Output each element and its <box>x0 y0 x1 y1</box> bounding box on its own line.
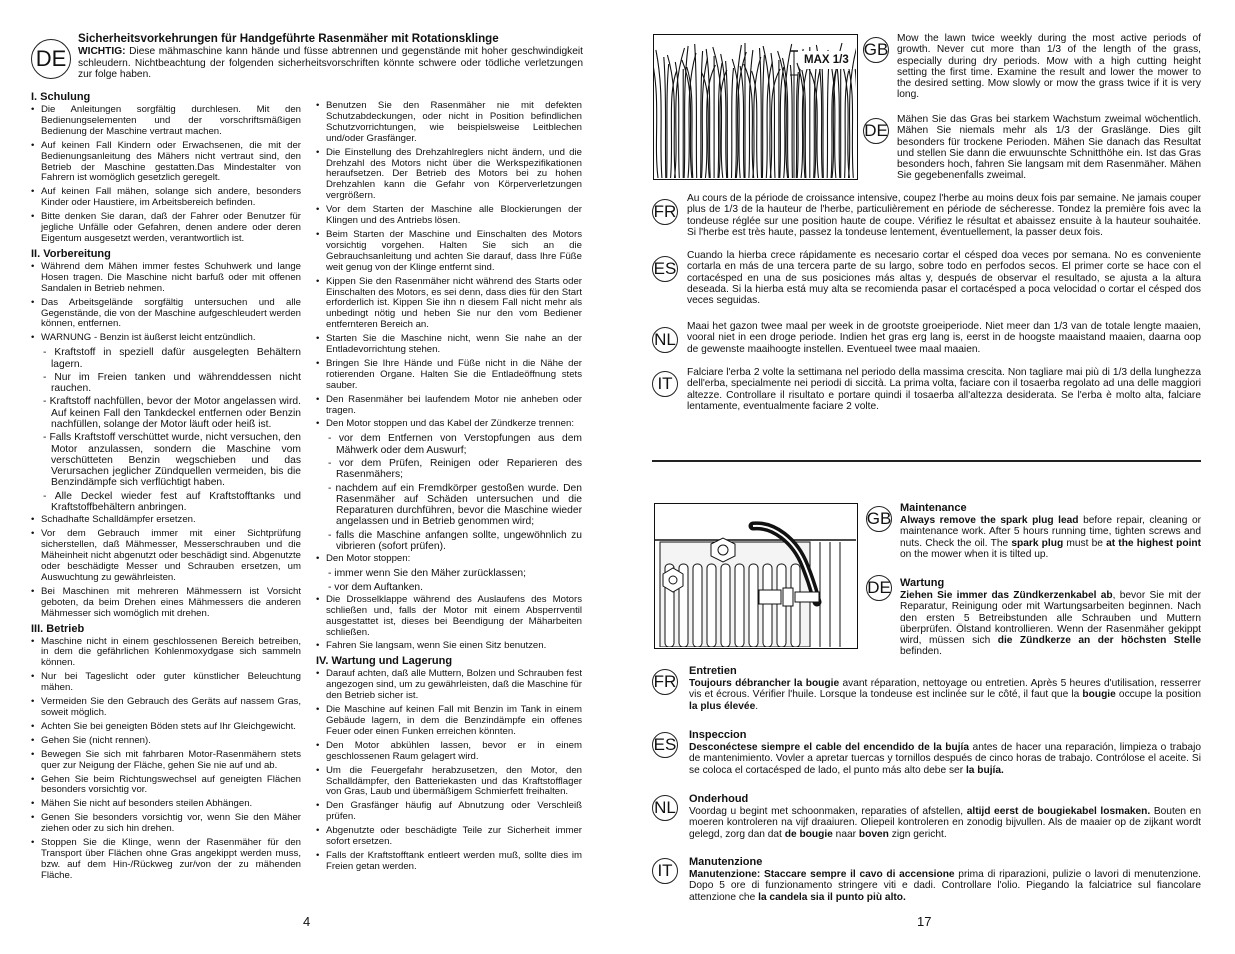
list-item: • Die Drosselklappe während des Auslaufens des Motors schließen und, falls der Motor mit einem Absperrventil ausgestattet ist, dieses bei Beendigung der Mäharbeiten schließen. <box>316 595 582 639</box>
list-item: • Schadhafte Schalldämpfer ersetzen. <box>31 515 301 526</box>
language-badge-de: DE <box>863 118 889 144</box>
maintenance-block-nl <box>689 793 1201 840</box>
list-item: • Achten Sie bei geneigten Böden stets auf Ihr Gleichgewicht. <box>31 722 301 733</box>
maintenance-heading: Entretien <box>689 665 737 677</box>
list-item: • Mähen Sie nicht auf besonders steilen Abhängen. <box>31 799 301 810</box>
text-run: Bouten en moeren kontroleren na vijf draaiuren. Oliepeil kontroleren en zonodig bijvullen. Als de maaier op de zijkant wordt gelegd, zorg dan dat <box>689 806 1201 840</box>
maintenance-heading: Onderhoud <box>689 793 749 805</box>
list-item: • Abgenutzte oder beschädigte Teile zur Sicherheit immer sofort ersetzen. <box>316 826 582 848</box>
text-run: before repair, cleaning or maintenance work. After 5 hours running time, tighten screws and nuts. Check the oil. The <box>900 515 1201 549</box>
left-column-2 <box>316 101 582 876</box>
list-item: • Die Anleitungen sorgfältig durchlesen. Mit den Bedienungselementen und der vorschriftsmäßigen Bedienung der Maschine vertraut machen. <box>31 105 301 138</box>
text-run: Voordag u begint met schoonmaken, reparaties of afstellen, <box>689 806 967 817</box>
list-item: • Den Motor stoppen und das Kabel der Zündkerze trennen: <box>316 419 582 430</box>
list-item: • Falls der Kraftstofftank entleert werden muß, sollte dies im Freien getan werden. <box>316 851 582 873</box>
warning-text: Diese mähmaschine kann hände und füsse abtrennen und gegenstände mit hoher geschwindigkeit schleudern. Nichtbeachtung der folgenden sicherheitsvorschriften könnte schwere oder tödliche verletzungen zur folge haben. <box>78 46 583 81</box>
maintenance-block-de <box>900 577 1201 658</box>
sub-list-item: - Alle Deckel wieder fest auf Kraftstofftanks und Kraftstoffbehältern anbringen. <box>43 490 301 514</box>
text-run: Desconéctese siempre el cable del encendido de la bujía <box>689 742 970 753</box>
text-run: die Zündkerze an der höchsten Stelle <box>997 635 1201 647</box>
sub-list-item: - Kraftstoff nachfüllen, bevor der Motor angelassen wird. Auf keinen Fall den Tankdeckel entfernen oder Benzin nachfüllen, solange der Motor läuft oder heiß ist. <box>43 396 301 430</box>
warning-paragraph <box>78 46 583 81</box>
list-betrieb-cont <box>316 101 582 430</box>
section-divider <box>652 460 1201 462</box>
list-item: • Vor dem Gebrauch immer mit einer Sichtprüfung sicherstellen, daß Mähmesser, Messerschrauben und die Mäheinheit nicht abgenutzt oder beschädigt sind. Abgenutzte oder beschädigte Messer und Schrauben ersetzen, um Auswuchtung zu gewährleisten. <box>31 529 301 584</box>
text-run: prima di riparazioni, pulizie o lavori di menutenzione. Dopo 5 ore di funzionamento stringere viti e dadi. Controllare l'olio. Piegando la falciatrice sul fiancolare attenzione che <box>689 869 1201 903</box>
maintenance-text <box>689 742 1201 776</box>
sub-list-item: - falls die Maschine anfangen sollte, ungewöhnlich zu vibrieren (sofort prüfen). <box>328 529 582 553</box>
maintenance-text <box>900 515 1201 560</box>
list-item: • Den Motor abkühlen lassen, bevor er in einem geschlossenen Raum gelagert wird. <box>316 741 582 763</box>
language-badge-fr: FR <box>652 199 678 225</box>
maintenance-heading: Wartung <box>900 577 945 589</box>
language-badge-gb: GB <box>866 506 892 532</box>
section-heading-wartung-lagerung: IV. Wartung und Lagerung <box>316 655 453 668</box>
text-run: zign gericht. <box>888 828 947 840</box>
list-item: • Die Maschine auf keinen Fall mit Benzin im Tank in einem Gebäude lagern, in dem die Benzindämpfe ein offenes Feuer oder einen Funken erreichen könnten. <box>316 705 582 738</box>
text-run: Toujours débrancher la bougie <box>689 678 840 689</box>
list-item: • Auf keinen Fall Kindern oder Erwachsenen, die mit der Bedienungsanleitung des Mähers nicht vertraut sind, den Betrieb der Maschine gestatten.Das Mindestalter von Fahrern ist womöglich gesetzlich geregelt. <box>31 141 301 185</box>
maintenance-block-it <box>689 856 1201 903</box>
language-badge-fr: FR <box>652 669 678 695</box>
sub-list-item: - Nur im Freien tanken und währenddessen nicht rauchen. <box>43 371 301 395</box>
warning-label: WICHTIG: <box>78 46 126 57</box>
list-betrieb-cont-b <box>316 554 582 565</box>
list-wartung-lagerung <box>316 669 582 872</box>
text-run: spark plug <box>1011 537 1064 549</box>
text-run: Manutenzione: Staccare sempre il cavo di accensione <box>689 869 955 880</box>
list-item: • Um die Feuergefahr herabzusetzen, den Motor, den Schalldämpfer, den Batteriekasten und das Kraftstofflager von Gras, Laub und übermäßigem Schmierfett freihalten. <box>316 766 582 799</box>
list-item: • Das Arbeitsgelände sorgfältig untersuchen und alle Gegenstände, die von der Maschine aufgeschleudert werden können, entfernen. <box>31 298 301 331</box>
maintenance-text <box>689 869 1201 903</box>
text-run: bougie <box>1082 689 1116 701</box>
language-badge-de: DE <box>31 39 71 79</box>
language-badge-nl: NL <box>652 327 678 353</box>
text-run: altijd eerst de bougiekabel losmaken. <box>966 806 1151 817</box>
language-badge-gb: GB <box>863 37 889 63</box>
list-item: • Bringen Sie Ihre Hände und Füße nicht in die Nähe der rotierenden Organe. Halten Sie die Entladeöffnung stets sauber. <box>316 359 582 392</box>
list-item: • Bitte denken Sie daran, daß der Fahrer oder Benutzer für jegliche Unfälle oder Gefahren, denen andere oder deren Eigentum ausgesetzt werden, verantwortlich ist. <box>31 212 301 245</box>
sublist-vorbereitung <box>31 347 301 513</box>
language-badge-it: IT <box>652 371 678 397</box>
list-item: • WARNUNG - Benzin ist äußerst leicht entzündlich. <box>31 333 301 344</box>
list-item: • Vor dem Starten der Maschine alle Blockierungen der Klingen und des Antriebs lösen. <box>316 205 582 227</box>
maintenance-heading: Maintenance <box>900 502 967 514</box>
text-run: , bevor Sie mit der Reparatur, Reinigung oder mit Wartungsarbeiten beginnen. Nach den ersten 5 Betreibstunden alle Schrauben und Muttern überprüfen. Ölstand kontrollieren. Wenn der Rasenmäher gekippt wird, müssen sich <box>900 590 1201 647</box>
list-item: • Während dem Mähen immer festes Schuhwerk und lange Hosen tragen. Die Maschine nicht barfuß oder mit offenen Sandalen in Betrieb nehmen. <box>31 262 301 295</box>
mowing-text-nl: Maai het gazon twee maal per week in de grootste groeiperiode. Niet meer dan 1/3 van de totale lengte maaien, vooral niet in een droge periode. Indien het gras erg lang is, eerst in de hoogste maaistand maaien, daarna oop de gewenste maaihoogte instellen. Eventueel twee maal maaien. <box>687 321 1201 355</box>
language-badge-es: ES <box>652 732 678 758</box>
sub-list-item: - Kraftstoff in speziell dafür ausgelegten Behältern lagern. <box>43 347 301 370</box>
list-item: • Kippen Sie den Rasenmäher nicht während des Starts oder Einschalten des Motors, es sei denn, dass dies für den Start erforderlich ist. Kippen Sie ihn n diesem Fall nicht mehr als unbedingt nötig und heben Sie nur den vom Bediener entfernteren Bereich an. <box>316 277 582 332</box>
language-badge-es: ES <box>652 256 678 282</box>
mowing-text-es: Cuando la hierba crece rápidamente es necesario cortar el césped doa veces por semana. No es conveniente cortarla en más de una tercera parte de su largo, sobre todo en perfodos secos. El primer corte se hace con el cortacésped en una de sus posiciones más altas y, después de observar el resultado, se ajusta a la altura deseada. Si la hierba está muy alta se recomienda pasar el cortacésped a poca velocidad o cortar el césped dos veces seguidas. <box>687 250 1201 307</box>
language-badge-nl: NL <box>652 795 678 821</box>
text-run: la bujía. <box>965 764 1004 776</box>
list-item: • Die Einstellung des Drehzahlreglers nicht ändern, und die Drehzahl des Motors nicht über die Werkspezifikationen heraufsetzen. Der Betrieb des Motors bei zu hohen Drehzahlen kann die Gefahr von Körperverletzungen vergrößern. <box>316 148 582 203</box>
maintenance-text <box>900 590 1201 658</box>
list-item: • Starten Sie die Maschine nicht, wenn Sie nahe an der Entladevorrichtung stehen. <box>316 334 582 356</box>
list-betrieb <box>31 637 301 882</box>
engine-illustration <box>654 503 858 649</box>
list-item: • Gehen Sie (nicht rennen). <box>31 736 301 747</box>
sub-list-item: - vor dem Prüfen, Reinigen oder Reparieren des Rasenmähers; <box>328 457 582 481</box>
sub-list-item: - vor dem Auftanken. <box>328 581 424 593</box>
mowing-text-gb: Mow the lawn twice weekly during the most active periods of growth. Never cut more than 1/3 of the length of the grass, especially during dry periods. Mow with a high cutting height setting the first time. Examine the result and lower the mower to the desired setting. Mow slowly or mow the grass twice if it is very long. <box>897 33 1201 101</box>
text-run: at the highest point <box>1106 537 1202 549</box>
text-run: befinden. <box>900 646 942 658</box>
list-item: • Den Grasfänger häufig auf Abnutzung oder Verschleiß prüfen. <box>316 801 582 823</box>
engine-drawing <box>655 504 856 647</box>
list-item: • Auf keinen Fall mähen, solange sich andere, besonders Kinder oder Haustiere, im Arbeitsbereich befinden. <box>31 187 301 209</box>
text-run: boven <box>858 828 889 840</box>
section-heading-schulung: I. Schulung <box>31 91 91 103</box>
text-run: avant réparation, nettoyage ou entretien. Après 5 heures d'utilisation, resserrer vis et écrous. Vérifier l'huile. Lorsque la tondeuse est inclinée sur le côté, il faut que la <box>689 678 1201 701</box>
sublist-motor-stoppen <box>316 433 582 552</box>
list-item: • Beim Starten der Maschine und Einschalten des Motors vorsichtig vorgehen. Halten Sie sich an die Gebrauchsanleitung und achten Sie darauf, dass Ihre Füße weit genug von der Klinge entfernt sind. <box>316 230 582 274</box>
list-schulung <box>31 105 301 245</box>
list-item: • Den Motor stoppen: <box>316 554 582 565</box>
list-item: • Nur bei Tageslicht oder guter künstlicher Beleuchtung mähen. <box>31 672 301 694</box>
language-badge-it: IT <box>652 858 678 884</box>
page-number-left: 4 <box>303 914 311 929</box>
list-item: • Stoppen Sie die Klinge, wenn der Rasenmäher für den Transport über Flächen ohne Gras angekippt werden muss, bzw. auf dem Hin-/Rückweg zur/von der zu mähenden Fläche. <box>31 838 301 882</box>
text-run: Ziehen Sie immer das Zündkerzenkabel ab <box>900 590 1113 601</box>
maintenance-heading: Manutenzione <box>689 856 763 868</box>
list-vorbereitung <box>31 262 301 344</box>
text-run: on the mower when it is tilted up. <box>900 548 1049 560</box>
sub-list-item: - immer wenn Sie den Mäher zurücklassen; <box>328 568 527 580</box>
text-run: la candela sia il punto più alto. <box>758 891 906 903</box>
text-run: . <box>755 700 759 712</box>
grass-illustration <box>653 34 858 180</box>
sub-list-item: - nachdem auf ein Fremdkörper gestoßen wurde. Den Rasenmäher auf Schäden untersuchen und die Reparaturen durchführen, bevor die Maschine wieder angelassen und in Betrieb genommen wird; <box>328 482 582 528</box>
sub-list-item: - vor dem Entfernen von Verstopfungen aus dem Mähwerk oder dem Auswurf; <box>328 433 582 456</box>
maintenance-block-gb <box>900 502 1201 560</box>
text-run: naar <box>832 828 859 840</box>
sublist-motor-stoppen-b <box>316 568 582 593</box>
language-badge-de: DE <box>866 575 892 601</box>
list-item: • Fahren Sie langsam, wenn Sie einen Sitz benutzen. <box>316 641 582 652</box>
text-run: occupe la position <box>1115 689 1202 701</box>
max-label: MAX 1/3 <box>804 54 849 66</box>
text-run: la plus élevée <box>689 700 756 712</box>
maintenance-block-es <box>689 729 1201 776</box>
mowing-text-fr: Au cours de la période de croissance intensive, coupez l'herbe au moins deux fois par semaine. Ne jamais couper plus de 1/3 de la hauteur de l'herbe, particulièrement en période de sécheresse. Tondez la première fois avec la tondeuse réglée sur une position haute de coupe. Vérifiez le résultat et abaissez ensuite à la hauteur souhaitée. Si l'herbe est très haute, passez la tondeuse lentement, éventuellement, la passer deux fois. <box>687 193 1201 238</box>
list-item: • Bei Maschinen mit mehreren Mähmessern ist Vorsicht geboten, da beim Drehen eines Mähmessers die anderen Mähmesser sich womöglich mit drehen. <box>31 587 301 620</box>
list-item: • Maschine nicht in einem geschlossenen Bereich betreiben, in dem die gefährlichen Kohlenmoxydgase sich sammeln können. <box>31 637 301 670</box>
text-run: must be <box>1063 537 1107 549</box>
text-run: antes de hacer una reparación, limpieza o trabajo de mantenimiento. Vovler a apretar tuercas y tornillos después de cinco horas de trabajo. Contrólose el aceite. Si se coloca el cortacésped de lado, el punto más alto debe ser <box>689 742 1202 776</box>
maintenance-block-fr <box>689 665 1201 712</box>
list-item: • Gehen Sie beim Richtungswechsel auf geneigten Flächen besonders vorsichtig vor. <box>31 775 301 797</box>
list-item: • Benutzen Sie den Rasenmäher nie mit defekten Schutzabdeckungen, oder nicht in Position befindlichen Schutzvorrichtungen, wie beispielsweise Leitblechen und/oder Grasfänger. <box>316 101 582 145</box>
list-betrieb-cont-c <box>316 595 582 653</box>
list-item: • Genen Sie besonders vorsichtig vor, wenn Sie den Mäher ziehen oder zu sich hin drehen. <box>31 813 301 835</box>
section-heading-vorbereitung: II. Vorbereitung <box>31 247 111 260</box>
list-item: • Bewegen Sie sich mit fahrbaren Motor-Rasenmähern stets quer zur Neigung der Fläche, gehen Sie nie auf und ab. <box>31 750 301 772</box>
section-heading-betrieb: III. Betrieb <box>31 622 85 635</box>
list-item: • Den Rasenmäher bei laufendem Motor nie anheben oder tragen. <box>316 395 582 417</box>
mowing-text-de: Mähen Sie das Gras bei starkem Wachstum zweimal wöchentlich. Mähen Sie niemals mehr als 1/3 der Graslänge. Dies gilt besonders für trockene Perioden. Mähen Sie danach das Resultat und stellen Sie dann die erwuunschte Schnitthöhe ein. Ist das Gras besonders hoch, fahren Sie langsam mit dem Rasenmäher. Mähen Sie gegebenenfalls zweimal. <box>897 114 1201 182</box>
page-title: Sicherheitsvorkehrungen für Handgeführte Rasenmäher mit Rotationsklinge <box>78 32 499 45</box>
sub-list-item: - Falls Kraftstoff verschüttet wurde, nicht versuchen, den Motor anzulassen, sondern die Maschine vom verschütteten Benzin wegschieben und das Verursachen jeglicher Zündquellen vermeiden, bis die Benzindämpfe sich verflüchtigt haben. <box>43 432 301 489</box>
maintenance-heading: Inspeccion <box>689 729 747 741</box>
list-vorbereitung-b <box>31 515 301 619</box>
text-run: de bougie <box>784 828 833 840</box>
page-number-right: 17 <box>917 914 932 929</box>
mowing-text-it: Falciare l'erba 2 volte la settimana nel periodo della massima crescita. Non tagliare mai più di 1/3 della lunghezza dell'erba, specialmente nei periodi di siccità. La prima volta, faciare con il tosaerba regolato ad una delle maggiori altezze. Controllare il risultato e portare quindi il tosaerba all'altezza desiderata. Se l'erba è molto alta, falciare lentamente, eventualmente faciare 2 volte. <box>687 367 1201 412</box>
text-run: Always remove the spark plug lead <box>900 515 1079 526</box>
left-column-1 <box>31 88 301 885</box>
maintenance-text <box>689 678 1201 712</box>
list-item: • Darauf achten, daß alle Muttern, Bolzen und Schrauben fest angezogen sind, um zu gewährleisten, daß die Maschine für den Betrieb sicher ist. <box>316 669 582 702</box>
maintenance-text <box>689 806 1201 840</box>
list-item: • Vermeiden Sie den Gebrauch des Geräts auf nassem Gras, soweit möglich. <box>31 697 301 719</box>
